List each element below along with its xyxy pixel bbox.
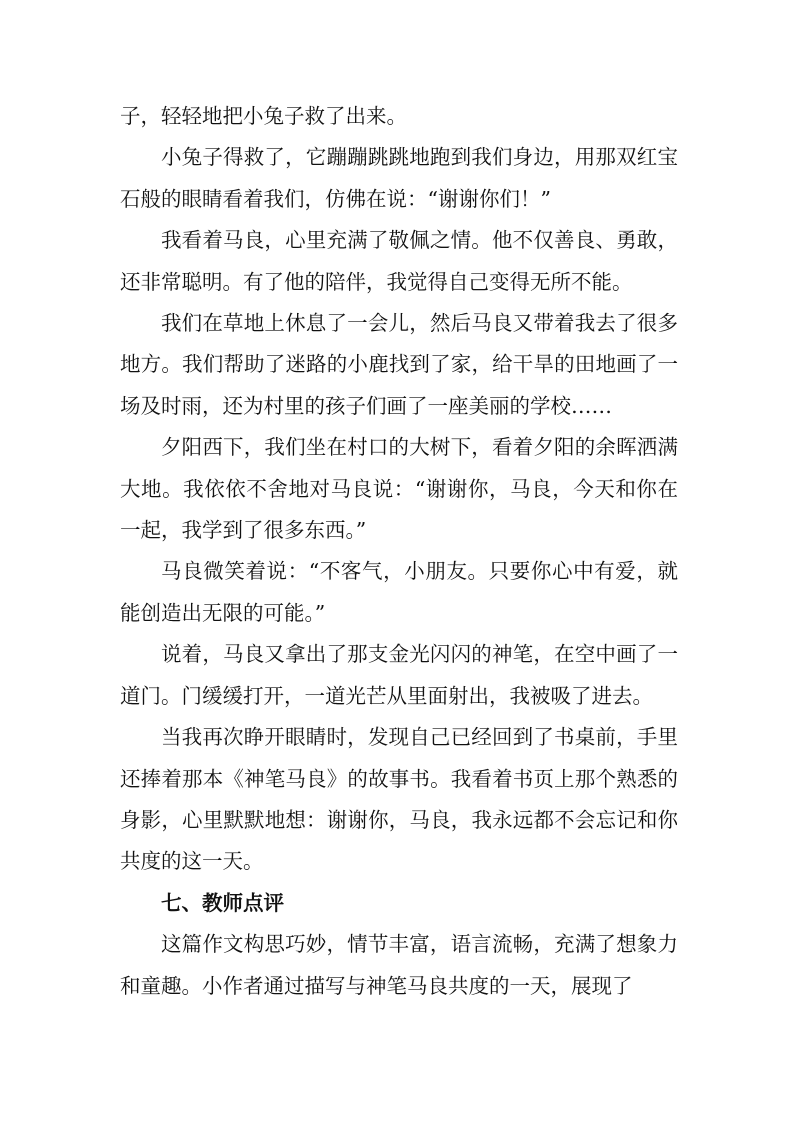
paragraph-magic-door: 说着，马良又拿出了那支金光闪闪的神笔，在空中画了一道门。门缓缓打开，一道光芒从里面射出，我被吸了进去。 (120, 642, 678, 708)
paragraph-rabbit-saved: 小兔子得救了，它蹦蹦跳跳地跑到我们身边，用那双红宝石般的眼睛看着我们，仿佛在说：“谢谢你们！” (120, 145, 678, 211)
section-heading-teacher-comment: 七、教师点评 (161, 890, 284, 915)
paragraph-return-home: 当我再次睁开眼睛时，发现自己已经回到了书桌前，手里还捧着那本《神笔马良》的故事书。我看着书页上那个熟悉的身影，心里默默地想：谢谢你，马良，我永远都不会忘记和你共度的这一天。 (120, 725, 678, 874)
paragraph-maliang-reply: 马良微笑着说：“不客气，小朋友。只要你心中有爱，就能创造出无限的可能。” (120, 559, 678, 625)
paragraph-admiration: 我看着马良，心里充满了敬佩之情。他不仅善良、勇敢，还非常聪明。有了他的陪伴，我觉得自己变得无所不能。 (120, 228, 678, 294)
paragraph-continuation: 子，轻轻地把小兔子救了出来。 (120, 104, 407, 128)
document-body (120, 96, 678, 1007)
paragraph-teacher-comment: 这篇作文构思巧妙，情节丰富，语言流畅，充满了想象力和童趣。小作者通过描写与神笔马良共度的一天，展现了 (120, 932, 678, 998)
paragraph-sunset: 夕阳西下，我们坐在村口的大树下，看着夕阳的余晖洒满大地。我依依不舍地对马良说：“谢谢你，马良，今天和你在一起，我学到了很多东西。” (120, 435, 678, 543)
paragraph-adventures: 我们在草地上休息了一会儿，然后马良又带着我去了很多地方。我们帮助了迷路的小鹿找到了家，给干旱的田地画了一场及时雨，还为村里的孩子们画了一座美丽的学校…… (120, 311, 678, 418)
